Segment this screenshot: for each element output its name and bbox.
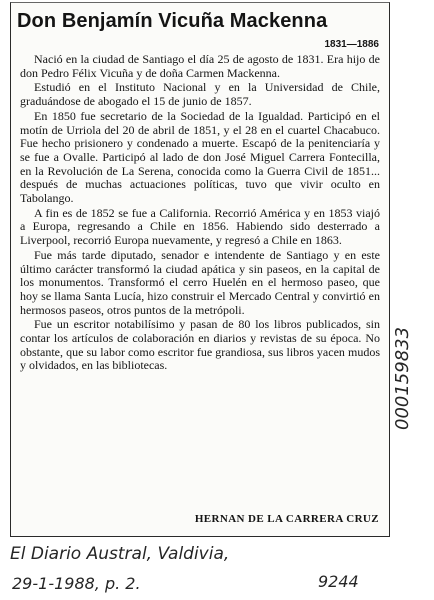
paragraph: En 1850 fue secretario de la Sociedad de la Igualdad. Participó en el motín de Urriola del 20 de abril de 1851, y el 28 en el cuartel Chacabuco. Fue hecho prisionero y condenado a muerte. Escapó de la penitenciaría y se fue a Ovalle. Participó al lado de don José Miguel Carrera Fontecilla, en la Revolución de La Serena, conocida como la Guerra Civil de 1851... después de muchas actuaciones políticas, tuvo que vivir oculto en Tabolango. (20, 108, 380, 206)
handwritten-date: 29-1-1988, p. 2. (12, 574, 141, 593)
life-dates: 1831—1886 (324, 39, 379, 50)
paragraph: Nació en la ciudad de Santiago el día 25 de agosto de 1831. Era hijo de don Pedro Félix Vicuña y de doña Carmen Mackenna. (20, 52, 380, 80)
paragraph: A fin es de 1852 se fue a California. Recorrió América y en 1853 viajó a Europa, regresando a Chile en 1856. Habiendo sido desterrado a Liverpool, recorrió Europa nuevamente, y regresó a Chile en 1863. (20, 205, 380, 248)
paragraph: Fue un escritor notabilísimo y pasan de 80 los libros publicados, sin contar los artículos de colaboración en diarios y revistas de su época. No obstante, que su labor como escritor fue grandiosa, sus libros yacen mudos y olvidados, en las bibliotecas. (20, 317, 380, 373)
headline: Don Benjamín Vicuña Mackenna (17, 10, 328, 32)
handwritten-source: El Diario Austral, Valdivia, (10, 544, 230, 564)
handwritten-side-id: 000159833 (392, 326, 413, 430)
paragraph: Estudió en el Instituto Nacional y en la Universidad de Chile, graduándose de abogado el 15 de junio de 1857. (20, 80, 380, 109)
author-signature: HERNAN DE LA CARRERA CRUZ (194, 513, 379, 525)
newspaper-clipping (10, 2, 390, 537)
article-body (20, 53, 380, 374)
paragraph: Fue más tarde diputado, senador e intendente de Santiago y en este último carácter transformó la ciudad apática y sin paseos, en la capital de los monumentos. Transformó el cerro Huelén en el hermoso paseo, que hoy se llama Santa Lucía, hizo construir el Mercado Central y convirtió en hermosos paseos, otros puntos de la metrópoli. (20, 247, 380, 317)
handwritten-ref-number: 9244 (318, 572, 359, 591)
